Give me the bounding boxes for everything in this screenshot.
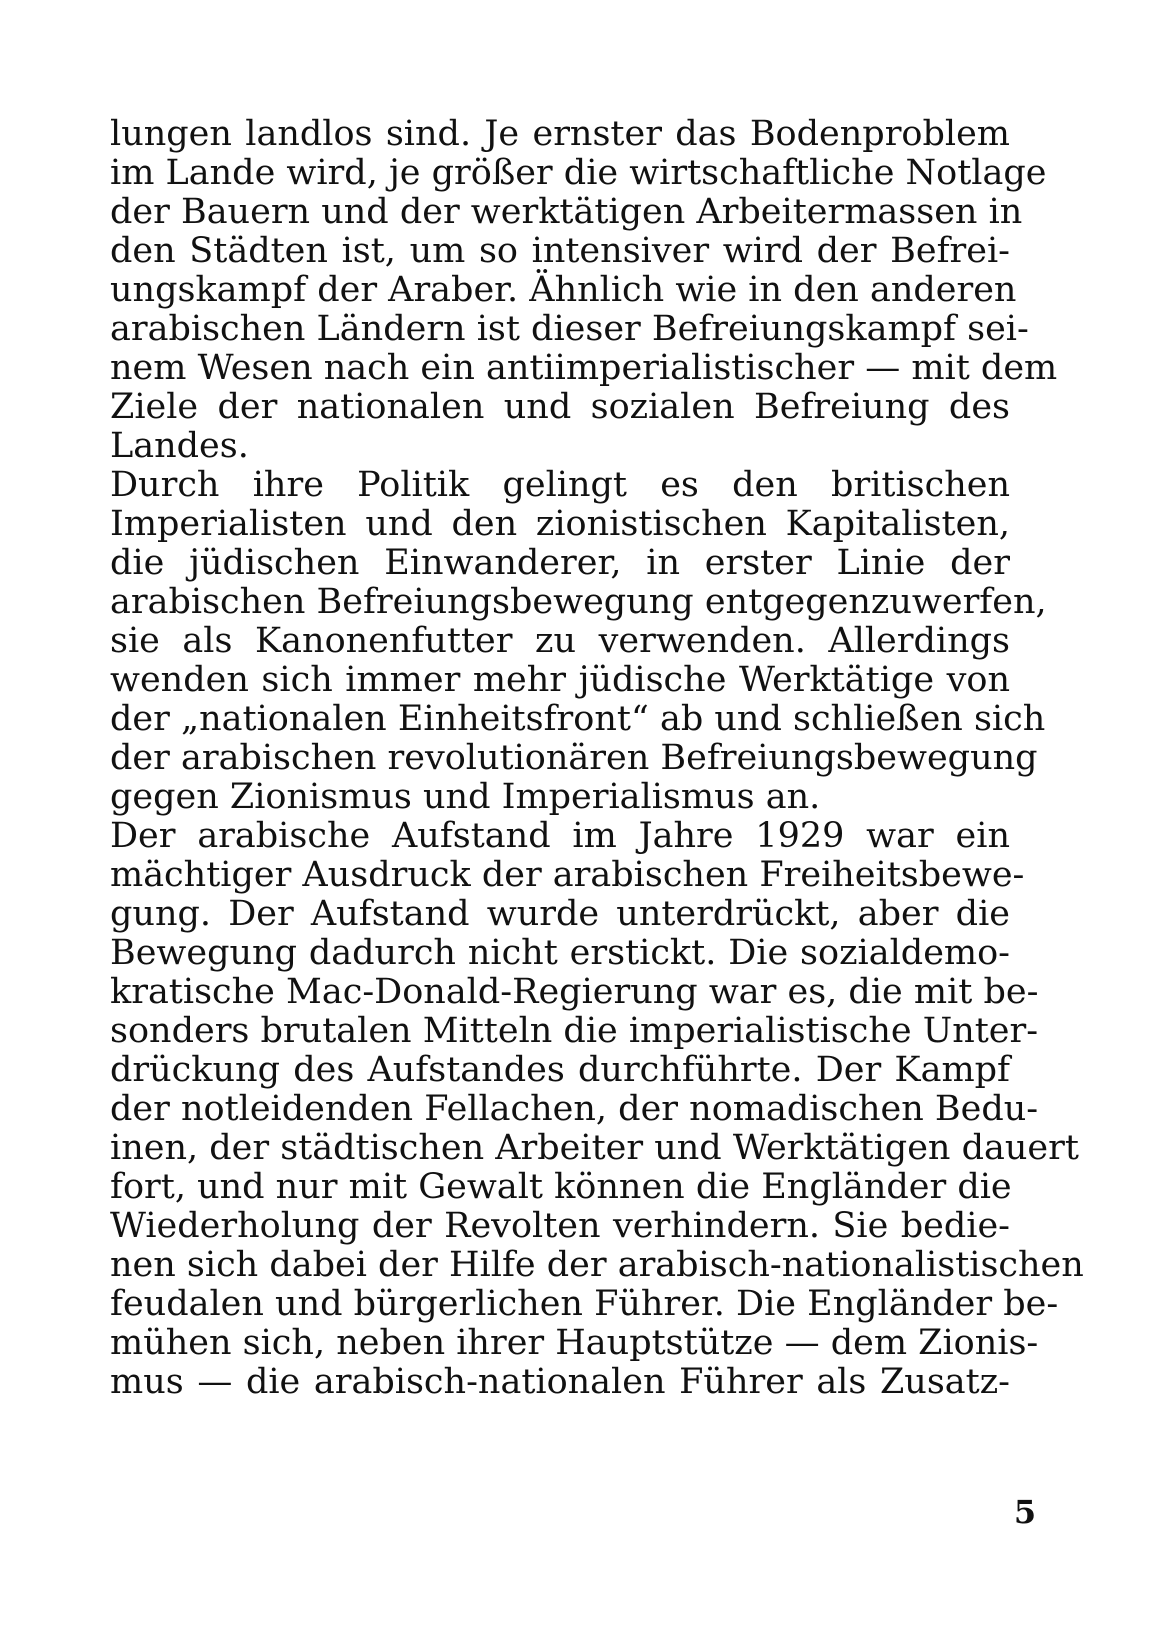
text-line: Imperialisten und den zionistischen Kapitalisten,: [110, 504, 1010, 544]
text-line: Durch ihre Politik gelingt es den britischen: [110, 465, 1010, 505]
text-line: kratische Mac-Donald-Regierung war es, die mit be-: [110, 972, 1039, 1012]
text-line: den Städten ist, um so intensiver wird der Befrei-: [110, 231, 1010, 271]
text-line: arabischen Ländern ist dieser Befreiungskampf sei-: [110, 309, 1029, 349]
text-line: ungskampf der Araber. Ähnlich wie in den anderen: [110, 270, 1017, 310]
text-line: lungen landlos sind. Je ernster das Bodenproblem: [110, 114, 1010, 154]
text-line: Bewegung dadurch nicht erstickt. Die sozialdemo-: [110, 933, 1010, 973]
text-line: im Lande wird, je größer die wirtschaftliche Notlage: [110, 153, 1047, 193]
text-line: drückung des Aufstandes durchführte. Der Kampf: [110, 1050, 1010, 1090]
text-line: fort, und nur mit Gewalt können die Engländer die: [110, 1167, 1012, 1207]
text-line: der notleidenden Fellachen, der nomadischen Bedu-: [110, 1089, 1039, 1129]
text-line: der „nationalen Einheitsfront“ ab und schließen sich: [110, 699, 1046, 739]
text-line: gegen Zionismus und Imperialismus an.: [110, 777, 821, 817]
text-line: Der arabische Aufstand im Jahre 1929 war ein: [110, 816, 1010, 856]
text-line: sie als Kanonenfutter zu verwenden. Allerdings: [110, 621, 1010, 661]
page-number: 5: [1013, 1493, 1037, 1531]
text-line: mächtiger Ausdruck der arabischen Freiheitsbewe-: [110, 855, 1025, 895]
text-line: inen, der städtischen Arbeiter und Werktätigen dauert: [110, 1128, 1079, 1168]
text-line: arabischen Befreiungsbewegung entgegenzuwerfen,: [110, 582, 1047, 622]
text-line: gung. Der Aufstand wurde unterdrückt, aber die: [110, 894, 1010, 934]
text-line: Ziele der nationalen und sozialen Befreiung des: [110, 387, 1010, 427]
text-line: sonders brutalen Mitteln die imperialistische Unter-: [110, 1011, 1039, 1051]
text-line: Wiederholung der Revolten verhindern. Sie bedie-: [110, 1206, 1010, 1246]
text-line: mus — die arabisch-nationalen Führer als Zusatz-: [110, 1362, 1010, 1402]
text-line: der arabischen revolutionären Befreiungsbewegung: [110, 738, 1038, 778]
text-line: mühen sich, neben ihrer Hauptstütze — dem Zionis-: [110, 1323, 1039, 1363]
text-line: wenden sich immer mehr jüdische Werktätige von: [110, 660, 1010, 700]
text-line: der Bauern und der werktätigen Arbeitermassen in: [110, 192, 1023, 232]
text-line: nen sich dabei der Hilfe der arabisch-nationalistischen: [110, 1245, 1084, 1285]
text-line: feudalen und bürgerlichen Führer. Die Engländer be-: [110, 1284, 1059, 1324]
text-line: die jüdischen Einwanderer, in erster Linie der: [110, 543, 1010, 583]
text-line: Landes.: [110, 426, 249, 466]
text-line: nem Wesen nach ein antiimperialistischer — mit dem: [110, 348, 1058, 388]
